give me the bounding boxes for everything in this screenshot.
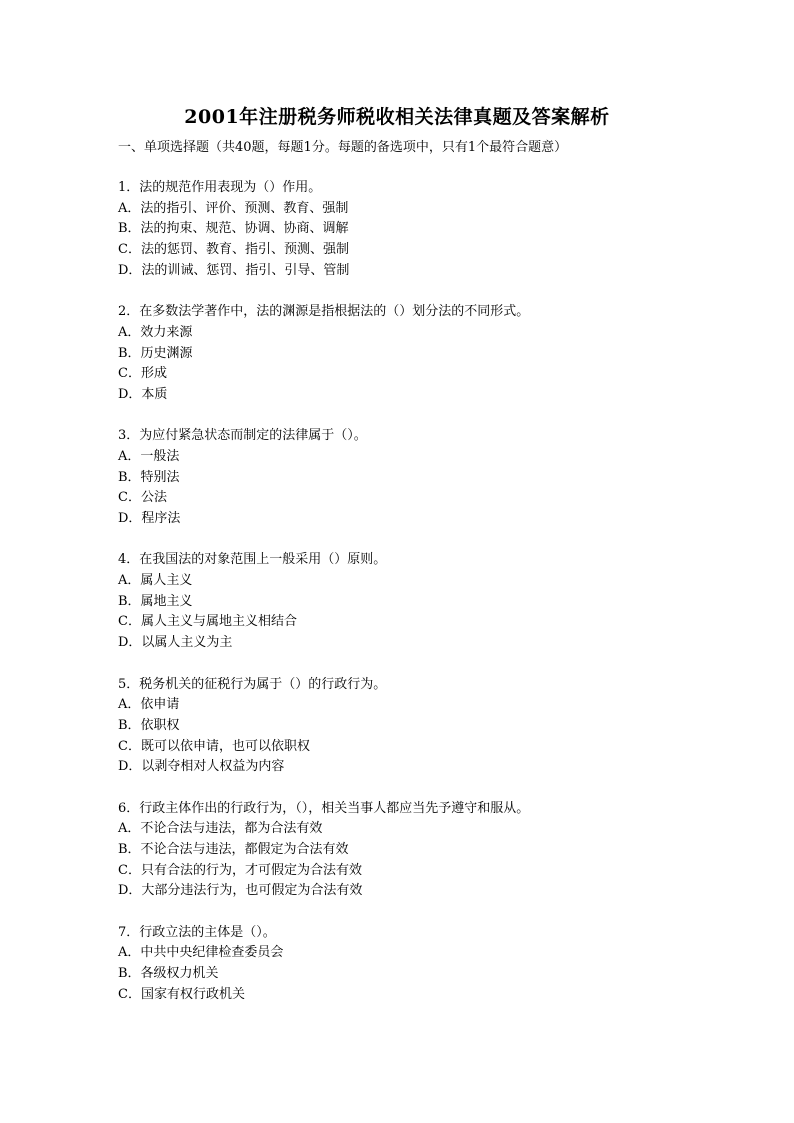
answer-option: A．依申请 — [118, 697, 180, 713]
answer-option: C．法的惩罚、教育、指引、预测、强制 — [118, 242, 349, 258]
answer-option: C．公法 — [118, 490, 167, 506]
answer-option: D．以剥夺相对人权益为内容 — [118, 759, 285, 775]
question-item — [118, 923, 718, 1006]
question-item — [118, 178, 718, 281]
answer-option: D．法的训诫、惩罚、指引、引导、管制 — [118, 262, 350, 278]
question-stem: 1．法的规范作用表现为（）作用。 — [118, 180, 322, 195]
question-item — [118, 799, 718, 902]
answer-option: A．属人主义 — [118, 573, 193, 589]
answer-option: B．属地主义 — [118, 593, 193, 609]
answer-option: A．法的指引、评价、预测、教育、强制 — [118, 200, 349, 216]
question-stem: 6．行政主体作出的行政行为，（），相关当事人都应当先予遵守和服从。 — [118, 800, 530, 816]
question-stem: 7．行政立法的主体是（）。 — [118, 924, 276, 940]
question-stem: 2．在多数法学著作中，法的渊源是指根据法的（）划分法的不同形式。 — [118, 304, 530, 320]
answer-option: A．中共中央纪律检查委员会 — [118, 945, 284, 961]
answer-option: A．一般法 — [118, 448, 180, 464]
answer-option: B．依职权 — [118, 717, 180, 733]
answer-option: C．形成 — [118, 366, 167, 382]
question-item — [118, 426, 718, 529]
answer-option: D．以属人主义为主 — [118, 635, 233, 651]
answer-option: C．只有合法的行为，才可假定为合法有效 — [118, 862, 362, 878]
question-item — [118, 550, 718, 653]
question-stem: 3．为应付紧急状态而制定的法律属于（）。 — [118, 428, 367, 444]
question-stem: 5．税务机关的征税行为属于（）的行政行为。 — [118, 676, 387, 692]
document-title: 2001年注册税务师税收相关法律真题及答案解析 — [184, 106, 610, 128]
question-item — [118, 302, 718, 405]
question-item — [118, 675, 718, 778]
section-heading: 一、单项选择题（共40题，每题1分。每题的备选项中，只有1个最符合题意） — [118, 140, 568, 155]
answer-option: B．特别法 — [118, 469, 180, 485]
answer-option: C．既可以依申请，也可以依职权 — [118, 738, 310, 754]
answer-option: B．各级权力机关 — [118, 966, 219, 982]
answer-option: A．效力来源 — [118, 324, 193, 340]
answer-option: B．历史渊源 — [118, 345, 193, 361]
answer-option: D．程序法 — [118, 511, 181, 526]
answer-option: D．本质 — [118, 386, 168, 402]
answer-option: C．属人主义与属地主义相结合 — [118, 614, 297, 630]
answer-option: B．法的拘束、规范、协调、协商、调解 — [118, 221, 349, 237]
question-stem: 4．在我国法的对象范围上一般采用（）原则。 — [118, 552, 387, 568]
answer-option: A．不论合法与违法，都为合法有效 — [118, 821, 323, 837]
answer-option: D．大部分违法行为，也可假定为合法有效 — [118, 883, 363, 899]
answer-option: B．不论合法与违法，都假定为合法有效 — [118, 842, 349, 857]
answer-option: C．国家有权行政机关 — [118, 986, 245, 1002]
question-list — [118, 178, 718, 1026]
